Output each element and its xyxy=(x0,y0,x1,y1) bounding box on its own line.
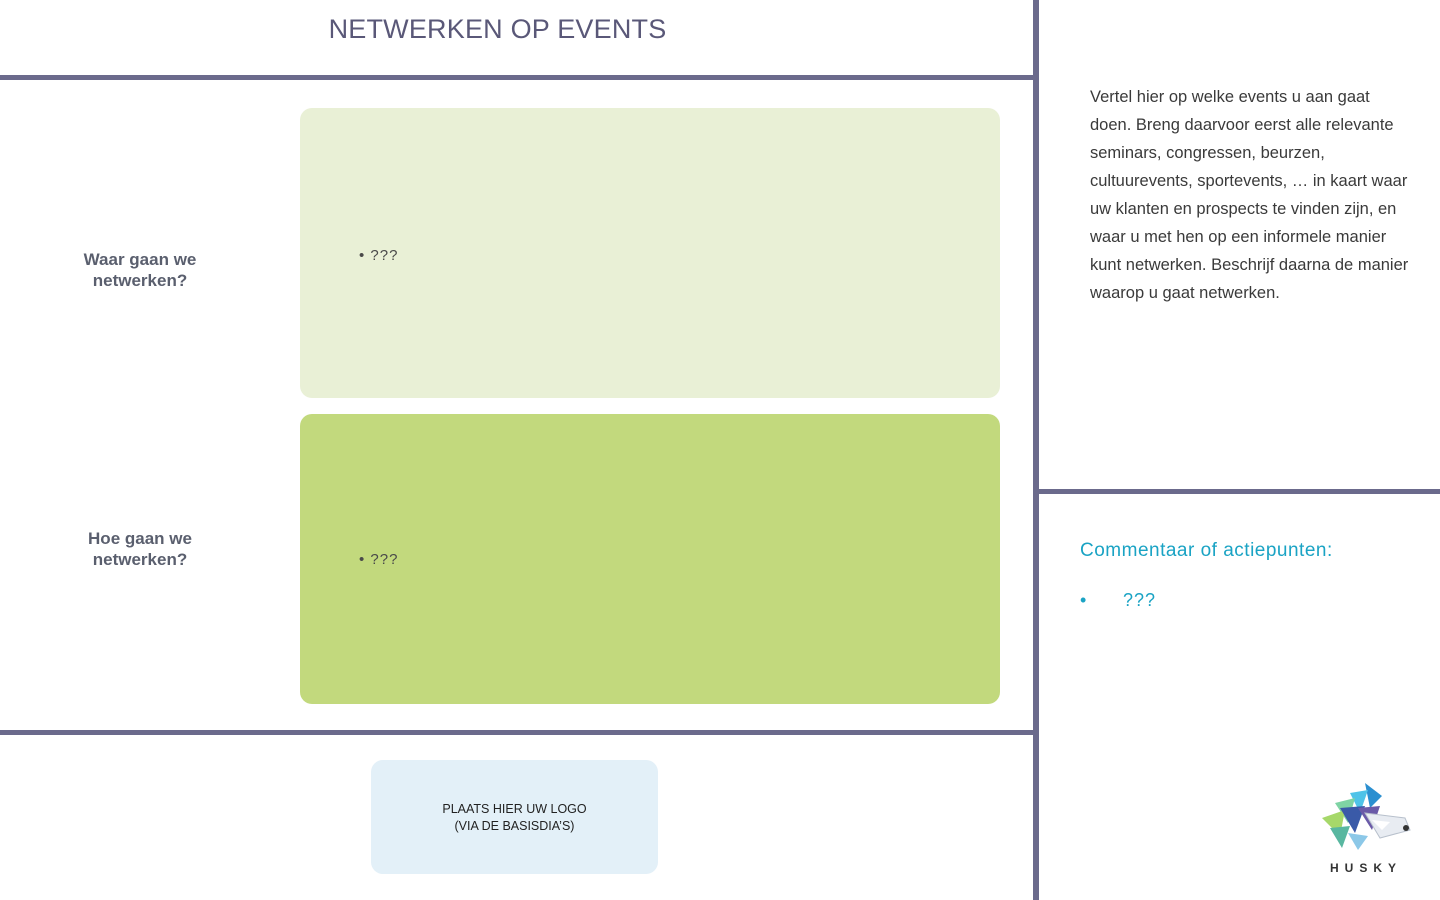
row-label-how: Hoe gaan we netwerken? xyxy=(88,529,192,569)
instructions-text: Vertel hier op welke events u aan gaat doen. Breng daarvoor eerst alle relevante seminars, congressen, beurzen, cultuurevents, sportevents, … in kaart waar uw klanten en prospects te vinden zijn, en waar u met hen op een informele manier kunt netwerken. Beschrijf daarna de manier waarop u gaat netwerken. xyxy=(1090,88,1409,302)
header-divider xyxy=(0,75,1036,80)
content-text-how[interactable]: • ??? xyxy=(359,551,399,568)
vertical-divider xyxy=(1033,0,1039,900)
content-box-where[interactable] xyxy=(300,108,1000,398)
footer-divider xyxy=(0,730,1036,735)
brand-name: HUSKY xyxy=(1330,861,1403,875)
content-text-where[interactable]: • ??? xyxy=(359,247,399,264)
comment-text[interactable]: ??? xyxy=(1123,590,1157,610)
content-box-how[interactable] xyxy=(300,414,1000,704)
husky-logo-icon xyxy=(1310,778,1420,858)
logo-placeholder-text: PLAATS HIER UW LOGO (VIA DE BASISDIA’S) xyxy=(442,802,587,833)
row-label-where: Waar gaan we netwerken? xyxy=(83,250,197,290)
comment-bullet: • xyxy=(1080,590,1087,610)
sidebar-divider xyxy=(1039,489,1440,494)
comment-title: Commentaar of actiepunten: xyxy=(1080,540,1333,561)
page-title: NETWERKEN OP EVENTS xyxy=(328,14,667,44)
